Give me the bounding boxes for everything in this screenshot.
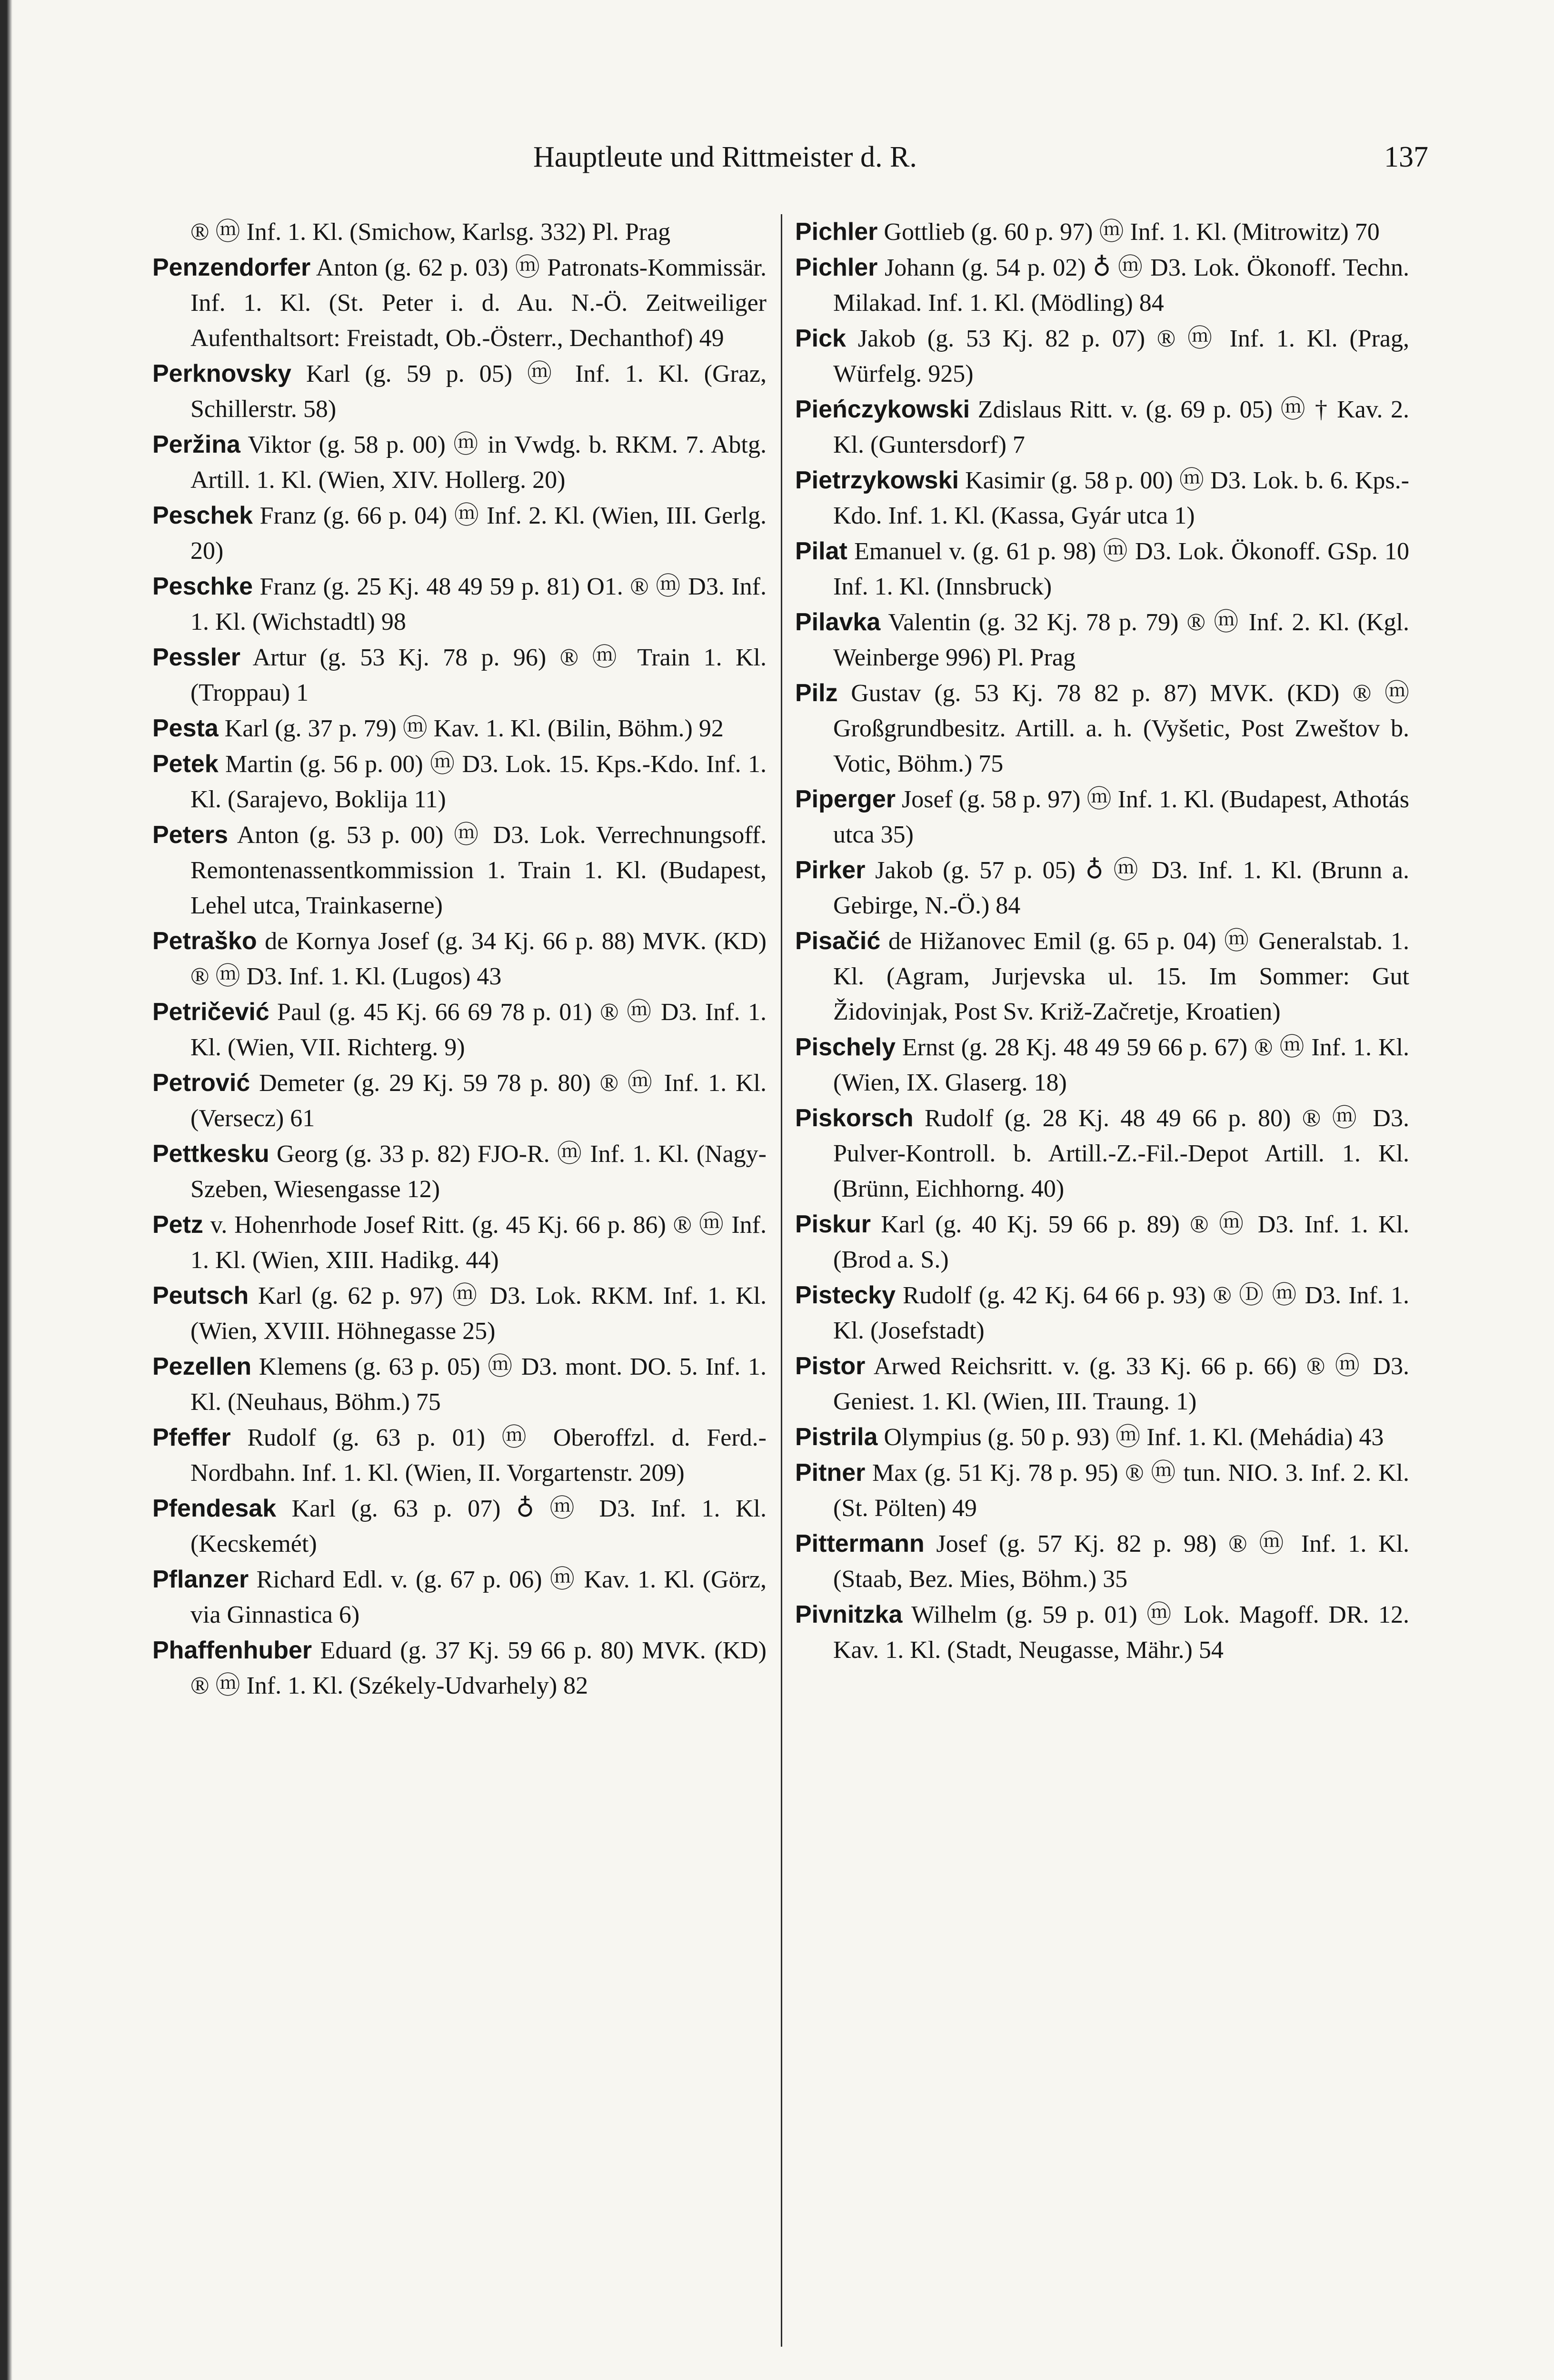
- right-column: [795, 214, 1409, 2347]
- list-item: Pietrzykowski Kasimir (g. 58 p. 00) ⓜ D3. Lok. b. 6. Kps.-Kdo. Inf. 1. Kl. (Kassa, Gyár utca 1): [795, 466, 1409, 529]
- page-number: 137: [1384, 141, 1428, 173]
- list-item: Peržina Viktor (g. 58 p. 00) ⓜ in Vwdg. b. RKM. 7. Abtg. Artill. 1. Kl. (Wien, XIV. Hollerg. 20): [152, 431, 767, 494]
- list-item: Pirker Jakob (g. 57 p. 05) ♁ ⓜ D3. Inf. 1. Kl. (Brunn a. Gebirge, N.-Ö.) 84: [795, 856, 1409, 919]
- list-item: Pistor Arwed Reichsritt. v. (g. 33 Kj. 66 p. 66) ® ⓜ D3. Geniest. 1. Kl. (Wien, III. Traung. 1): [795, 1352, 1409, 1415]
- list-item: Pflanzer Richard Edl. v. (g. 67 p. 06) ⓜ Kav. 1. Kl. (Görz, via Ginnastica 6): [152, 1566, 767, 1628]
- list-item: Pistecky Rudolf (g. 42 Kj. 64 66 p. 93) ® Ⓓ ⓜ D3. Inf. 1. Kl. (Josefstadt): [795, 1281, 1409, 1344]
- left-column: [152, 214, 767, 2347]
- list-item: Petričević Paul (g. 45 Kj. 66 69 78 p. 01) ® ⓜ D3. Inf. 1. Kl. (Wien, VII. Richterg. 9): [152, 998, 767, 1061]
- list-item: Pisačić de Hižanovec Emil (g. 65 p. 04) ⓜ Generalstab. 1. Kl. (Agram, Jurjevska ul. 15. Im Sommer: Gut Židovinjak, Post Sv. Križ-Začretje, Kroatien): [795, 927, 1409, 1025]
- list-item: Piperger Josef (g. 58 p. 97) ⓜ Inf. 1. Kl. (Budapest, Athotás utca 35): [795, 785, 1409, 848]
- list-item: Pilat Emanuel v. (g. 61 p. 98) ⓜ D3. Lok. Ökonoff. GSp. 10 Inf. 1. Kl. (Innsbruck): [795, 537, 1409, 600]
- header-title: Hauptleute und Rittmeister d. R.: [533, 141, 917, 173]
- page-edge-shadow: [0, 0, 12, 2380]
- list-item: Piskur Karl (g. 40 Kj. 59 66 p. 89) ® ⓜ D3. Inf. 1. Kl. (Brod a. S.): [795, 1210, 1409, 1273]
- list-item: Pezellen Klemens (g. 63 p. 05) ⓜ D3. mont. DO. 5. Inf. 1. Kl. (Neuhaus, Böhm.) 75: [152, 1353, 767, 1416]
- list-item: Petrović Demeter (g. 29 Kj. 59 78 p. 80) ® ⓜ Inf. 1. Kl. (Versecz) 61: [152, 1069, 767, 1132]
- list-item: Peschke Franz (g. 25 Kj. 48 49 59 p. 81) O1. ® ⓜ D3. Inf. 1. Kl. (Wichstadtl) 98: [152, 573, 767, 635]
- list-item: Penzendorfer Anton (g. 62 p. 03) ⓜ Patronats-Kommissär. Inf. 1. Kl. (St. Peter i. d. Au. N.-Ö. Zeitweiliger Aufenthaltsort: Freistadt, Ob.-Österr., Dechanthof) 49: [152, 254, 767, 352]
- list-item: Pistrila Olympius (g. 50 p. 93) ⓜ Inf. 1. Kl. (Mehádia) 43: [795, 1423, 1384, 1451]
- list-item: Peschek Franz (g. 66 p. 04) ⓜ Inf. 2. Kl. (Wien, III. Gerlg. 20): [152, 502, 767, 565]
- list-item: Petraško de Kornya Josef (g. 34 Kj. 66 p. 88) MVK. (KD) ® ⓜ D3. Inf. 1. Kl. (Lugos) 43: [152, 927, 767, 990]
- list-item: Pittermann Josef (g. 57 Kj. 82 p. 98) ® ⓜ Inf. 1. Kl. (Staab, Bez. Mies, Böhm.) 35: [795, 1530, 1409, 1593]
- list-item: Pieńczykowski Zdislaus Ritt. v. (g. 69 p. 05) ⓜ † Kav. 2. Kl. (Guntersdorf) 7: [795, 396, 1409, 458]
- list-item: Pitner Max (g. 51 Kj. 78 p. 95) ® ⓜ tun. NIO. 3. Inf. 2. Kl. (St. Pölten) 49: [795, 1459, 1409, 1522]
- list-item: Petz v. Hohenrhode Josef Ritt. (g. 45 Kj. 66 p. 86) ® ⓜ Inf. 1. Kl. (Wien, XIII. Hadikg. 44): [152, 1211, 767, 1274]
- list-item: Pichler Johann (g. 54 p. 02) ♁ ⓜ D3. Lok. Ökonoff. Techn. Milakad. Inf. 1. Kl. (Mödling) 84: [795, 254, 1409, 317]
- list-item: Piskorsch Rudolf (g. 28 Kj. 48 49 66 p. 80) ® ⓜ D3. Pulver-Kontroll. b. Artill.-Z.-Fil.-Depot Artill. 1. Kl. (Brünn, Eichhorng. 40): [795, 1104, 1409, 1202]
- list-item: Pettkesku Georg (g. 33 p. 82) FJO-R. ⓜ Inf. 1. Kl. (Nagy-Szeben, Wiesengasse 12): [152, 1140, 767, 1203]
- list-item: ® ⓜ Inf. 1. Kl. (Smichow, Karlsg. 332) Pl. Prag: [190, 218, 671, 246]
- list-item: Peutsch Karl (g. 62 p. 97) ⓜ D3. Lok. RKM. Inf. 1. Kl. (Wien, XVIII. Höhnegasse 25): [152, 1282, 767, 1345]
- column-divider: [781, 214, 782, 2347]
- list-item: Pesta Karl (g. 37 p. 79) ⓜ Kav. 1. Kl. (Bilin, Böhm.) 92: [152, 714, 724, 742]
- list-item: Petek Martin (g. 56 p. 00) ⓜ D3. Lok. 15. Kps.-Kdo. Inf. 1. Kl. (Sarajevo, Boklija 11): [152, 750, 767, 813]
- document-page: [152, 138, 1428, 2375]
- list-item: Pessler Artur (g. 53 Kj. 78 p. 96) ® ⓜ Train 1. Kl. (Troppau) 1: [152, 644, 767, 706]
- list-item: Pilavka Valentin (g. 32 Kj. 78 p. 79) ® ⓜ Inf. 2. Kl. (Kgl. Weinberge 996) Pl. Prag: [795, 608, 1409, 671]
- list-item: Pichler Gottlieb (g. 60 p. 97) ⓜ Inf. 1. Kl. (Mitrowitz) 70: [795, 218, 1380, 246]
- list-item: Pfendesak Karl (g. 63 p. 07) ♁ ⓜ D3. Inf. 1. Kl. (Kecskemét): [152, 1495, 767, 1557]
- list-item: Phaffenhuber Eduard (g. 37 Kj. 59 66 p. 80) MVK. (KD) ® ⓜ Inf. 1. Kl. (Székely-Udvarhely) 82: [152, 1636, 767, 1699]
- list-item: Pivnitzka Wilhelm (g. 59 p. 01) ⓜ Lok. Magoff. DR. 12. Kav. 1. Kl. (Stadt, Neugasse, Mähr.) 54: [795, 1601, 1409, 1664]
- list-item: Pick Jakob (g. 53 Kj. 82 p. 07) ® ⓜ Inf. 1. Kl. (Prag, Würfelg. 925): [795, 325, 1409, 387]
- list-item: Pischely Ernst (g. 28 Kj. 48 49 59 66 p. 67) ® ⓜ Inf. 1. Kl. (Wien, IX. Glaserg. 18): [795, 1033, 1409, 1096]
- list-item: Pilz Gustav (g. 53 Kj. 78 82 p. 87) MVK. (KD) ® ⓜ Großgrundbesitz. Artill. a. h. (Vyšetic, Post Zweštov b. Votic, Böhm.) 75: [795, 679, 1409, 777]
- running-header: [152, 138, 1428, 181]
- list-item: Perknovsky Karl (g. 59 p. 05) ⓜ Inf. 1. Kl. (Graz, Schillerstr. 58): [152, 360, 767, 423]
- list-item: Pfeffer Rudolf (g. 63 p. 01) ⓜ Oberoffzl. d. Ferd.-Nordbahn. Inf. 1. Kl. (Wien, II. Vorgartenstr. 209): [152, 1424, 767, 1487]
- list-item: Peters Anton (g. 53 p. 00) ⓜ D3. Lok. Verrechnungsoff. Remontenassentkommission 1. Train 1. Kl. (Budapest, Lehel utca, Trainkaserne): [152, 821, 767, 919]
